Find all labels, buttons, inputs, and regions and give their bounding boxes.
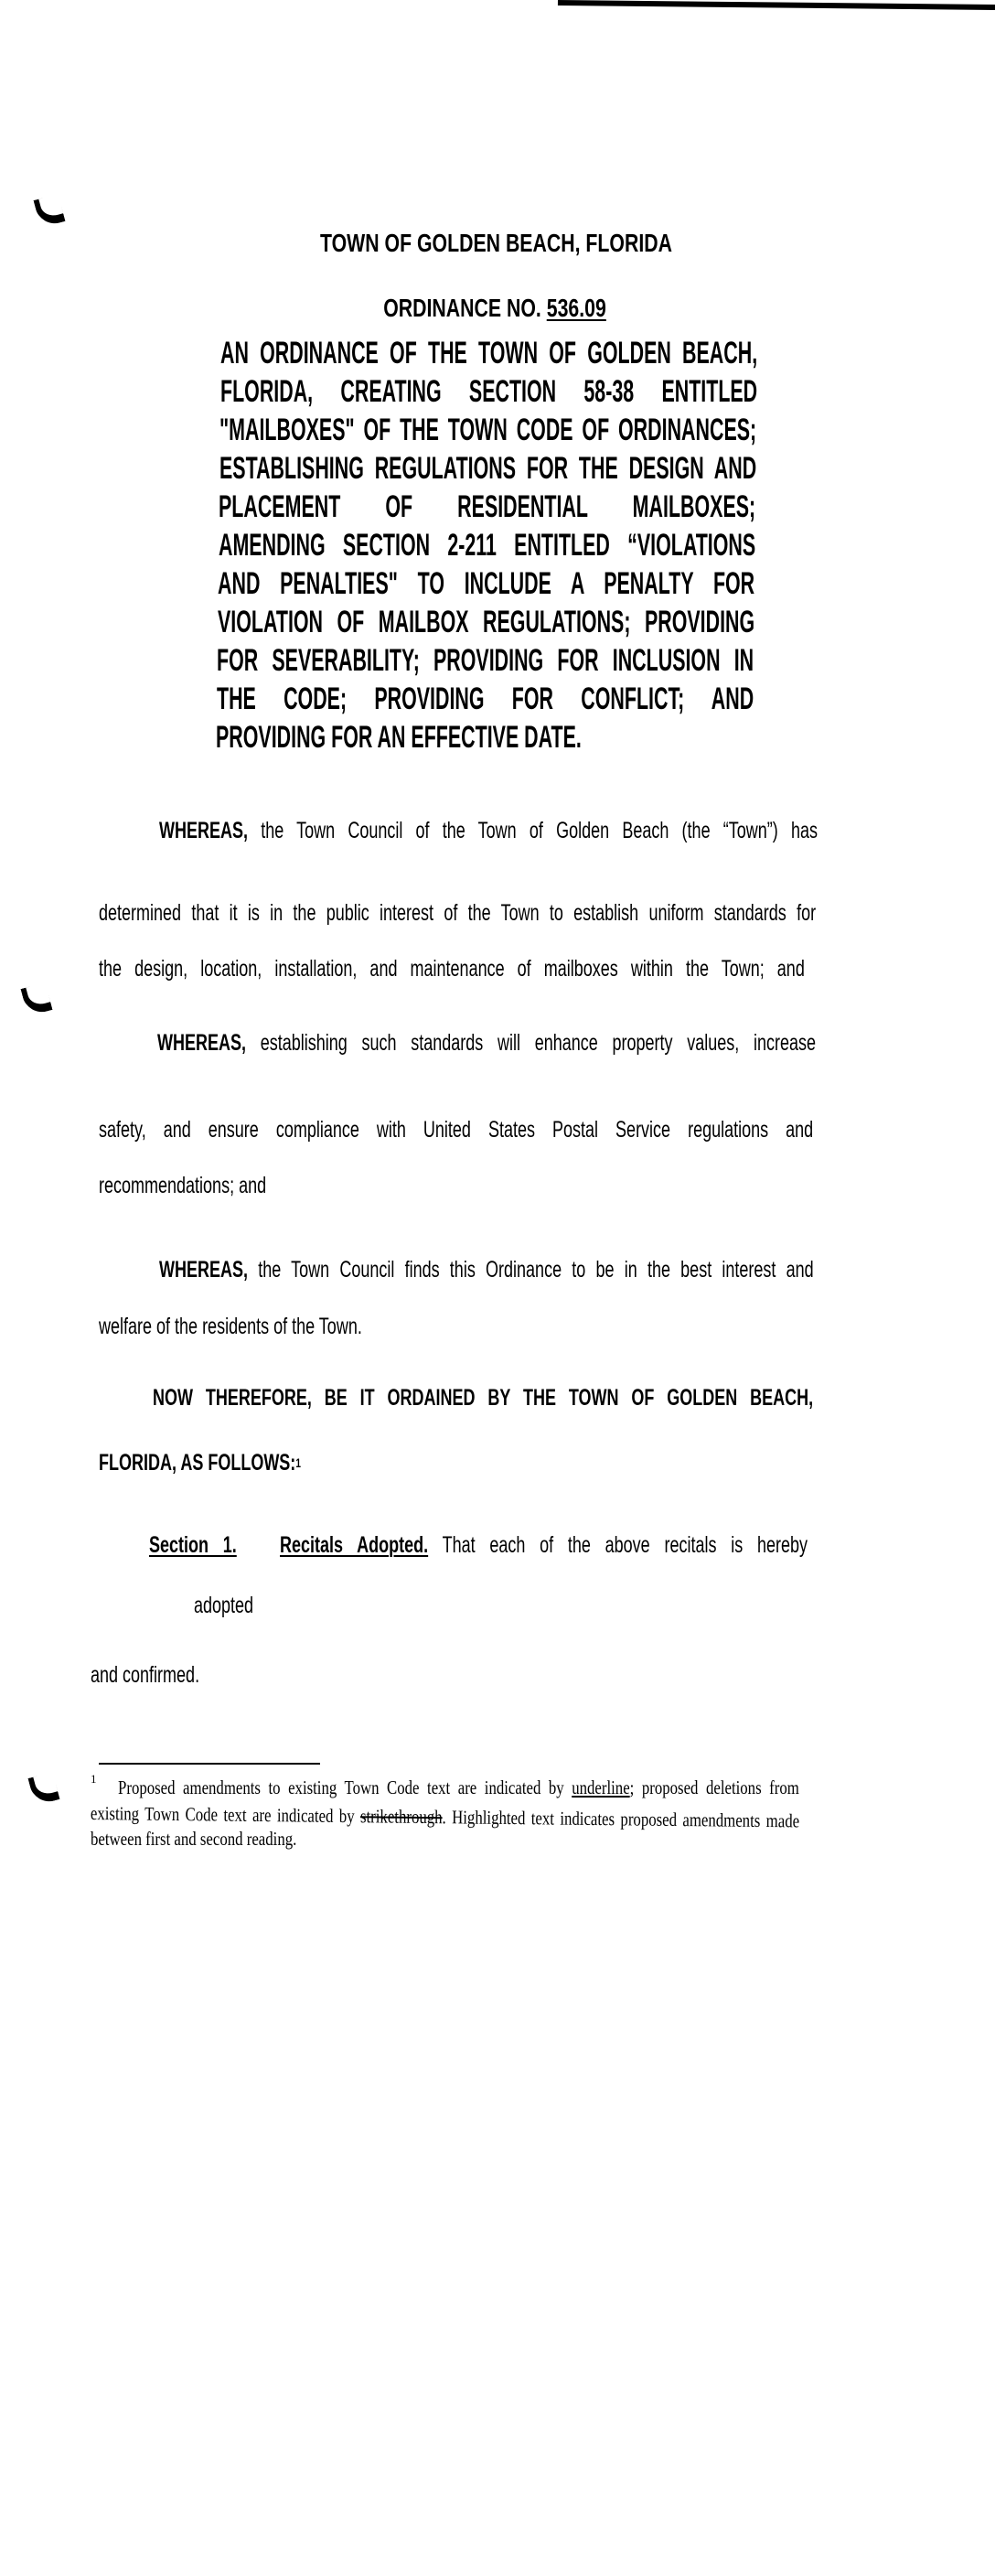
title-line: PROVIDING FOR AN EFFECTIVE DATE. [216, 720, 582, 755]
whereas-label: WHEREAS, [157, 1030, 247, 1056]
footnote-text: ; proposed deletions from [629, 1776, 799, 1798]
recital-line [157, 1032, 816, 1055]
title-line: AMENDING SECTION 2-211 ENTITLED “VIOLATIONS [219, 528, 756, 563]
scan-edge-line [558, 0, 995, 10]
strikethrough-sample: strikethrough [359, 1805, 443, 1829]
title-line: AN ORDINANCE OF THE TOWN OF GOLDEN BEACH, [220, 336, 758, 370]
footnote-reference: 1 [295, 1455, 301, 1470]
enacting-text: FLORIDA, AS FOLLOWS: [99, 1450, 296, 1476]
recital-line: determined that it is in the public interest of the Town to establish uniform standards for [99, 900, 817, 926]
recital-line: the design, location, installation, and maintenance of mailboxes within the Town; and [99, 956, 805, 982]
town-heading: TOWN OF GOLDEN BEACH, FLORIDA [320, 229, 672, 257]
ordinance-prefix: ORDINANCE NO. [383, 294, 547, 322]
scan-tick-mark [27, 1772, 59, 1806]
recital-line [159, 1259, 814, 1282]
footnote-text: . Highlighted text indicates proposed amendments made [442, 1806, 800, 1832]
section-heading: Recitals Adopted. [280, 1532, 429, 1558]
section-1-line: and confirmed. [91, 1662, 200, 1688]
title-line: VIOLATION OF MAILBOX REGULATIONS; PROVIDING [218, 605, 755, 639]
ordinance-number: 536.09 [546, 294, 606, 322]
ordinance-number-heading [380, 295, 609, 321]
section-1-line [149, 1534, 808, 1557]
whereas-label: WHEREAS, [159, 1257, 249, 1283]
scan-tick-mark [20, 982, 52, 1016]
title-line: THE CODE; PROVIDING FOR CONFLICT; AND [217, 682, 754, 716]
whereas-label: WHEREAS, [159, 818, 249, 843]
recital-text: establishing such standards will enhance property values, increase [246, 1030, 816, 1056]
title-line: FLORIDA, CREATING SECTION 58-38 ENTITLED [220, 374, 758, 409]
recital-line [159, 820, 818, 843]
scan-tick-mark [33, 194, 65, 228]
footnote-line [118, 1778, 799, 1798]
title-line: "MAILBOXES" OF THE TOWN CODE OF ORDINANCES; [219, 413, 757, 447]
recital-line: recommendations; and [99, 1173, 267, 1198]
recital-text: the Town Council finds this Ordinance to be in the best interest and [248, 1257, 814, 1283]
enacting-clause-line [99, 1452, 560, 1475]
footnote-marker: 1 [91, 1772, 97, 1786]
footnote-separator [99, 1763, 320, 1765]
title-line: AND PENALTIES" TO INCLUDE A PENALTY FOR [218, 566, 755, 601]
recital-text: the Town Council of the Town of Golden Beach (the “Town”) has [248, 818, 818, 843]
section-1-line: adopted [194, 1593, 254, 1618]
underline-sample: underline [572, 1776, 630, 1798]
recital-line: safety, and ensure compliance with United States Postal Service regulations and [99, 1117, 814, 1143]
enacting-clause-line: NOW THEREFORE, BE IT ORDAINED BY THE TOWN OF GOLDEN BEACH, [153, 1385, 814, 1411]
section-text: That each of the above recitals is hereby [428, 1532, 808, 1558]
footnote-text: Proposed amendments to existing Town Code text are indicated by [118, 1776, 572, 1798]
title-line: FOR SEVERABILITY; PROVIDING FOR INCLUSION IN [217, 643, 754, 678]
footnote-text: existing Town Code text are indicated by [90, 1802, 361, 1828]
section-number: Section 1. [149, 1532, 237, 1558]
recital-line: welfare of the residents of the Town. [99, 1314, 362, 1339]
footnote-line: between first and second reading. [91, 1828, 297, 1850]
title-line: ESTABLISHING REGULATIONS FOR THE DESIGN AND [219, 451, 757, 486]
title-line: PLACEMENT OF RESIDENTIAL MAILBOXES; [219, 489, 756, 524]
